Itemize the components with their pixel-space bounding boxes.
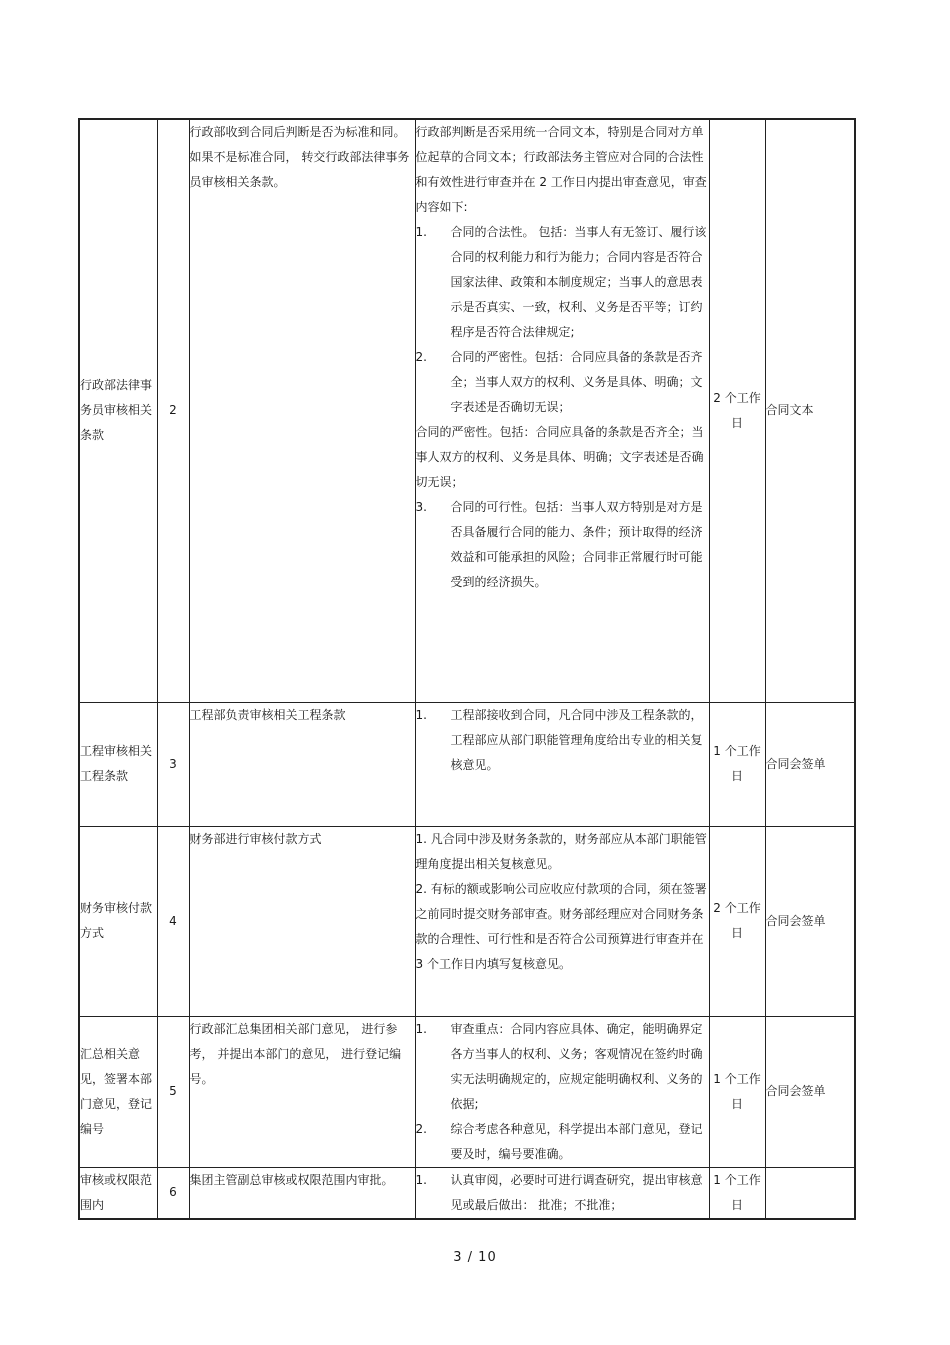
standard-cell [415, 1016, 709, 1167]
description-text: 集团主管副总审核或权限范围内审批。 [189, 1172, 394, 1187]
description-cell [189, 826, 415, 1016]
standard-cell [415, 119, 709, 702]
standard-intro: 行政部判断是否采用统一合同文本，特别是合同对方单位起草的合同文本；行政部法务主管应对合同的合法性和有效性进行审查并在 2 工作日内提出审查意见，审查内容如下: [415, 125, 707, 214]
duration-cell: 1 个工作日 [709, 1167, 765, 1219]
list-item [416, 495, 709, 595]
list-item [416, 345, 709, 420]
stage-cell: 财务审核付款方式 [79, 826, 157, 1016]
table-row [79, 826, 855, 1016]
duration-cell: 1 个工作日 [709, 702, 765, 826]
description-cell [189, 1016, 415, 1167]
output-cell: 合同会签单 [765, 702, 855, 826]
list-number: 1. [415, 1172, 427, 1187]
list-item [416, 1017, 709, 1117]
table-row [79, 1167, 855, 1219]
list-number: 2. [415, 1121, 427, 1136]
description-text: 如果不是标准合同， 转交行政部法律事务员审核相关条款。 [189, 150, 410, 189]
description-text: 行政部汇总集团相关部门意见， 进行参考， 并提出本部门的意见， 进行登记编号。 [189, 1021, 402, 1086]
list-text: 认真审阅，必要时可进行调查研究，提出审核意见或最后做出： 批准；不批准； [450, 1172, 703, 1212]
stage-cell: 审核或权限范围内 [79, 1167, 157, 1219]
duration-cell: 2 个工作日 [709, 826, 765, 1016]
step-number: 4 [157, 826, 189, 1016]
description-cell [189, 119, 415, 702]
step-number: 3 [157, 702, 189, 826]
standard-paragraph: 2. 有标的额或影响公司应收应付款项的合同，须在签署之前同时提交财务部审查。财务部经理应对合同财务条款的合理性、可行性和是否符合公司预算进行审查并在 3 个工作日内填写复核意见。 [415, 881, 707, 971]
stage-cell: 汇总相关意见，签署本部门意见，登记编号 [79, 1016, 157, 1167]
description-cell [189, 1167, 415, 1219]
stage-cell: 工程审核相关工程条款 [79, 702, 157, 826]
description-cell [189, 702, 415, 826]
list-number: 2. [415, 350, 427, 364]
description-text: 工程部负责审核相关工程条款 [189, 707, 346, 722]
duration-cell: 1 个工作日 [709, 1016, 765, 1167]
list-item [416, 220, 709, 345]
step-number: 2 [157, 119, 189, 702]
list-text: 合同的可行性。包括：当事人双方特别是对方是否具备履行合同的能力、条件；预计取得的经济效益和可能承担的风险；合同非正常履行时可能受到的经济损失。 [450, 500, 703, 589]
standard-cell [415, 1167, 709, 1219]
table-row [79, 119, 855, 702]
table-row [79, 702, 855, 826]
list-text: 工程部接收到合同，凡合同中涉及工程条款的，工程部应从部门职能管理角度给出专业的相关复核意见。 [450, 707, 703, 772]
standard-middle: 合同的严密性。包括：合同应具备的条款是否齐全；当事人双方的权利、义务是具体、明确；文字表述是否确切无误； [415, 425, 704, 489]
list-number: 1. [415, 707, 427, 722]
step-number: 6 [157, 1167, 189, 1219]
list-text: 合同的合法性。 包括：当事人有无签订、履行该合同的权利能力和行为能力；合同内容是否符合国家法律、政策和本制度规定；当事人的意思表示是否真实、一致，权利、义务是否平等；订约程序是否符合法律规定; [450, 225, 707, 339]
list-item [416, 1117, 709, 1167]
list-item [416, 1168, 709, 1218]
list-number: 3. [415, 500, 427, 514]
list-text: 审查重点：合同内容应具体、确定，能明确界定各方当事人的权利、义务；客观情况在签约时确实无法明确规定的，应规定能明确权利、义务的依据; [450, 1021, 703, 1111]
contract-approval-table [78, 118, 856, 1220]
output-cell: 合同会签单 [765, 1016, 855, 1167]
step-number: 5 [157, 1016, 189, 1167]
output-cell: 合同会签单 [765, 826, 855, 1016]
stage-cell: 行政部法律事务员审核相关条款 [79, 119, 157, 702]
description-text: 财务部进行审核付款方式 [189, 831, 322, 846]
table-row [79, 1016, 855, 1167]
standard-cell [415, 702, 709, 826]
description-text: 行政部收到合同后判断是否为标准和同。 [189, 125, 406, 139]
duration-cell: 2 个工作日 [709, 119, 765, 702]
page-number: 3 / 10 [453, 1250, 497, 1265]
standard-paragraph: 1. 凡合同中涉及财务条款的，财务部应从本部门职能管理角度提出相关复核意见。 [415, 831, 707, 871]
output-cell [765, 1167, 855, 1219]
list-item [416, 703, 709, 778]
list-text: 合同的严密性。包括：合同应具备的条款是否齐全；当事人双方的权利、义务是具体、明确；文字表述是否确切无误； [450, 350, 703, 414]
list-number: 1. [415, 1021, 427, 1036]
list-text: 综合考虑各种意见，科学提出本部门意见，登记要及时，编号要准确。 [450, 1121, 703, 1161]
standard-cell [415, 826, 709, 1016]
list-number: 1. [415, 225, 427, 239]
output-cell: 合同文本 [765, 119, 855, 702]
